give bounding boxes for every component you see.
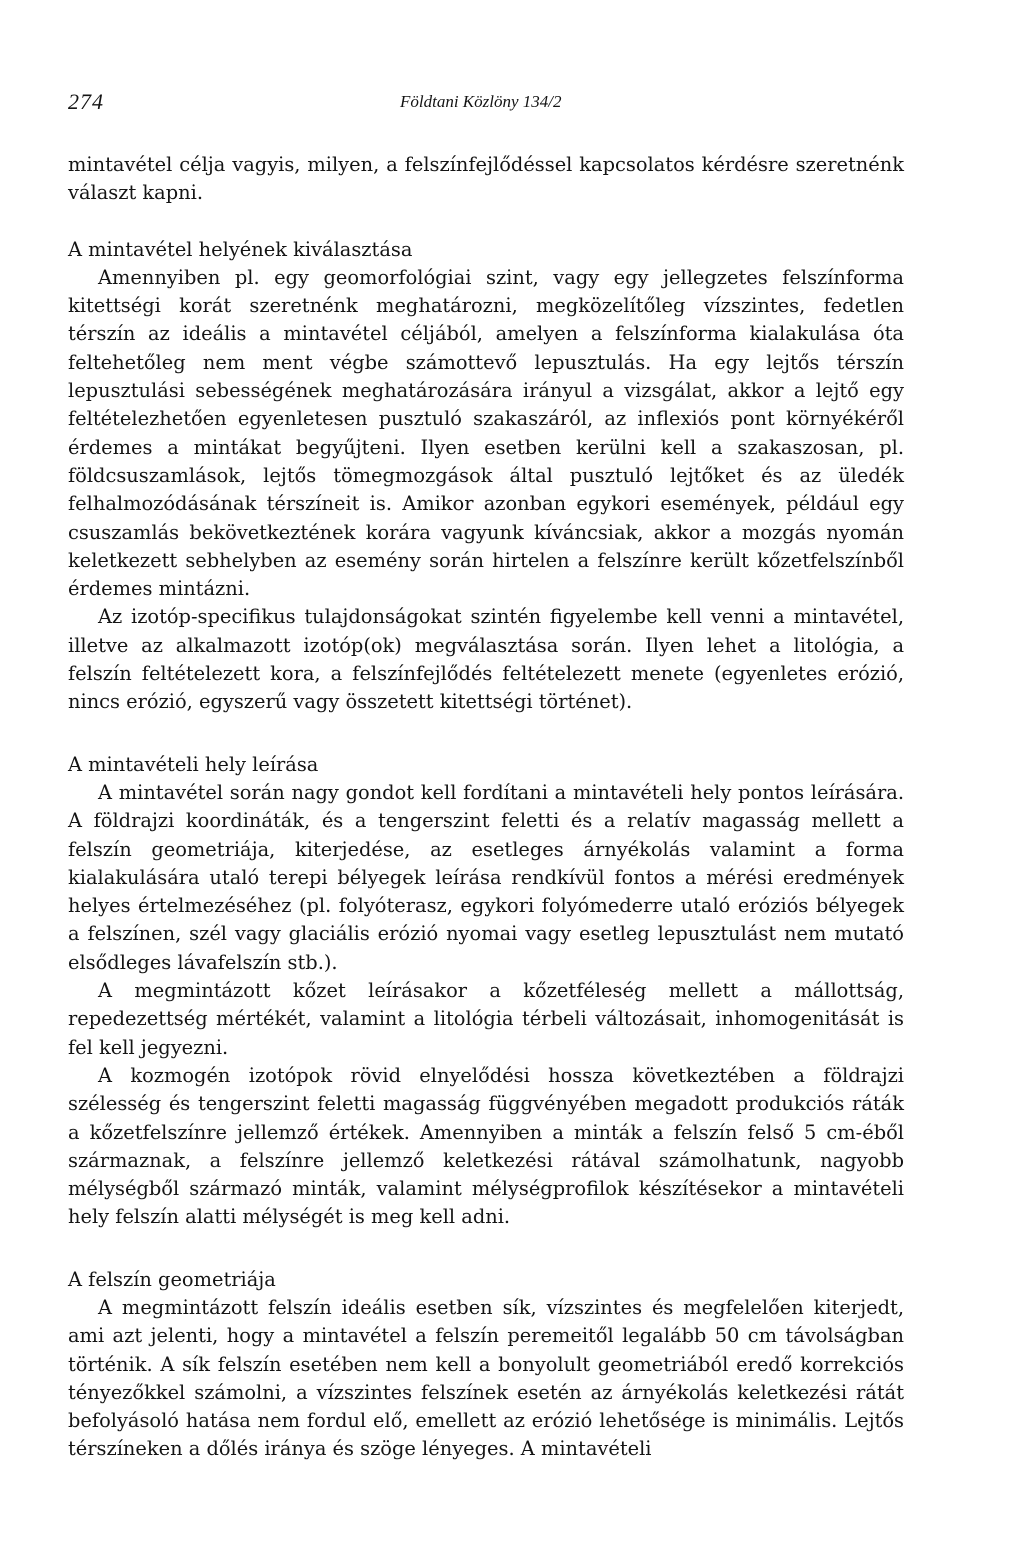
- section-heading-surface-geometry: A felszín geometriája: [68, 1267, 276, 1291]
- page-body: [68, 151, 904, 1464]
- spacer: [68, 717, 904, 751]
- paragraph: Az izotóp-specifikus tulajdonságokat szintén figyelembe kell venni a mintavétel, illetve az alkalmazott izotóp(ok) megválasztása során. Ilyen lehet a litológia, a felszín feltételezett kora, a felszínfejlődés feltételezett menete (egyenletes erózió, nincs erózió, egyszerű vagy összetett kitettségi történet).: [68, 605, 904, 714]
- paragraph: A megmintázott felszín ideális esetben sík, vízszintes és megfelelően kiterjedt, ami azt jelenti, hogy a mintavétel a felszín peremeitől legalább 50 cm távolságban történik. A sík felszín esetében nem kell a bonyolult geometriából eredő korrekciós tényezőkkel számolni, a vízszintes felszínek esetén az árnyékolás keletkezési rátát befolyásoló hatása nem fordul elő, emellett az erózió lehetősége is minimális. Lejtős térszíneken a dőlés iránya és szöge lényeges. A mintavételi: [68, 1295, 904, 1461]
- paragraph: A kozmogén izotópok rövid elnyelődési hossza következtében a földrajzi szélesség és tengerszint feletti magasság függvényében megadott produkciós ráták a kőzetfelszínre jellemző értékek. Amennyiben a minták a felszín felső 5 cm-éből származnak, a felszínre jellemző keletkezési rátával számolhatunk, nagyobb mélységből származó minták, valamint mélységprofilok készítésekor a mintavételi hely felszín alatti mélységét is meg kell adni.: [68, 1063, 904, 1229]
- section-heading-site-description: A mintavételi hely leírása: [68, 752, 319, 776]
- intro-paragraph: mintavétel célja vagyis, milyen, a felszínfejlődéssel kapcsolatos kérdésre szeretnénk választ kapni.: [68, 153, 904, 205]
- spacer: [68, 1232, 904, 1266]
- paragraph: A mintavétel során nagy gondot kell fordítani a mintavételi hely pontos leírására. A földrajzi koordináták, és a tengerszint feletti és a relatív magasság mellett a felszín geometriája, kiterjedése, az esetleges árnyékolás valamint a forma kialakulására utaló terepi bélyegek leírása rendkívül fontos a mérési eredmények helyes értelmezéséhez (pl. folyóterasz, egykori folyómederre utaló eróziós bélyegek a felszínen, szél vagy glaciális erózió nyomai vagy esetleg lepusztulást nem mutató elsődleges lávafelszín stb.).: [68, 780, 904, 974]
- section-heading-site-selection: A mintavétel helyének kiválasztása: [68, 237, 413, 261]
- spacer: [68, 208, 904, 236]
- running-header-journal-title: Földtani Közlöny 134/2: [400, 92, 562, 111]
- page-number: 274: [68, 89, 104, 114]
- paragraph: Amennyiben pl. egy geomorfológiai szint, vagy egy jellegzetes felszínforma kitettségi korát szeretnénk meghatározni, megközelítőleg vízszintes, fedetlen térszín az ideális a mintavétel céljából, amelyen a felszínforma kialakulása óta feltehetőleg nem ment végbe számottevő lepusztulás. Ha egy lejtős térszín lepusztulási sebességének meghatározására irányul a vizsgálat, akkor a lejtő egy feltételezhetően egyenletesen pusztuló szakaszáról, az inflexiós pont környékéről érdemes a mintákat begyűjteni. Ilyen esetben kerülni kell a szakaszosan, pl. földcsuszamlások, lejtős tömegmozgások által pusztuló lejtőket és az üledék felhalmozódásának térszíneit is. Amikor azonban egykori események, például egy csuszamlás bekövetkeztének korára vagyunk kíváncsiak, akkor a mozgás nyomán keletkezett sebhelyben az esemény során hirtelen a felszínre került kőzetfelszínből érdemes mintázni.: [68, 265, 904, 601]
- paragraph: A megmintázott kőzet leírásakor a kőzetféleség mellett a mállottság, repedezettség mértékét, valamint a litológia térbeli változásait, inhomogenitását is fel kell jegyezni.: [68, 979, 904, 1059]
